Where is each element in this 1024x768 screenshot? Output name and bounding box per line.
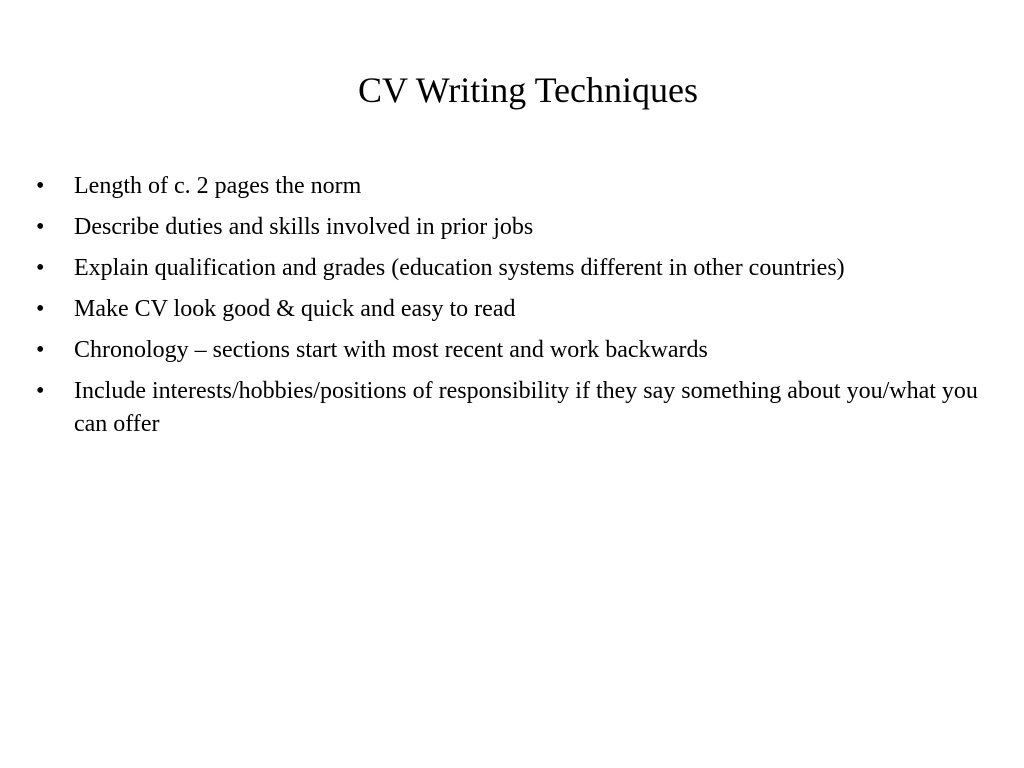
list-item xyxy=(36,293,996,326)
bullet-icon: • xyxy=(36,296,45,322)
bullet-text: Length of c. 2 pages the norm xyxy=(74,173,362,199)
list-item xyxy=(36,375,996,441)
bullet-text: Explain qualification and grades (education systems different in other countries) xyxy=(74,255,845,281)
slide-title: CV Writing Techniques xyxy=(357,70,698,110)
bullet-icon: • xyxy=(36,378,45,404)
bullet-icon: • xyxy=(36,255,45,281)
bullet-icon: • xyxy=(36,214,45,240)
bullet-text: Make CV look good & quick and easy to read xyxy=(74,296,516,322)
bullet-text: Include interests/hobbies/positions of responsibility if they say something about you/what you can offer xyxy=(74,378,978,437)
bullet-icon: • xyxy=(36,173,45,199)
bullet-list xyxy=(36,170,996,449)
list-item xyxy=(36,252,996,285)
bullet-text: Describe duties and skills involved in prior jobs xyxy=(74,214,534,240)
list-item xyxy=(36,334,996,367)
list-item xyxy=(36,170,996,203)
bullet-text: Chronology – sections start with most recent and work backwards xyxy=(74,337,708,363)
bullet-icon: • xyxy=(36,337,45,363)
list-item xyxy=(36,211,996,244)
